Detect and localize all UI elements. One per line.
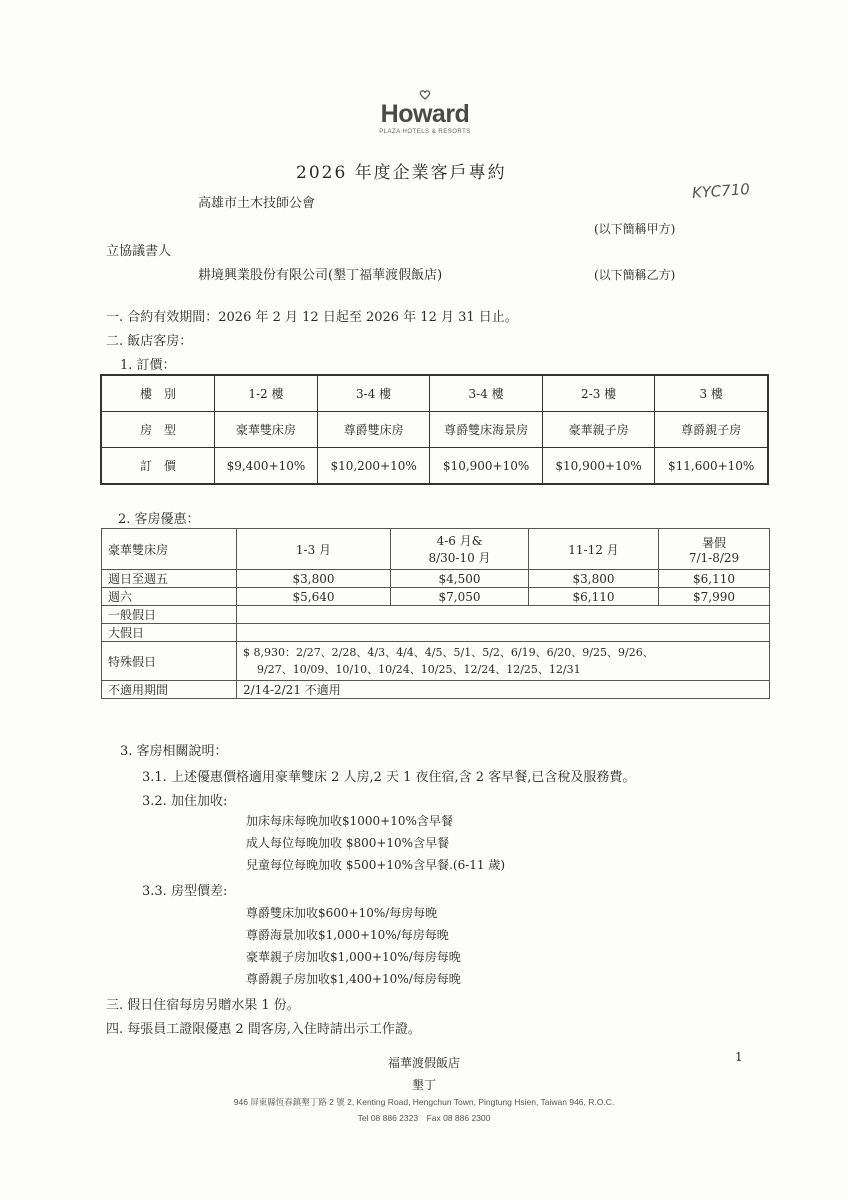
footer-location: 墾丁 [411, 1078, 436, 1092]
party-b: 耕境興業股份有限公司(墾丁福華渡假飯店) [198, 268, 443, 283]
page-number: 1 [735, 1050, 743, 1064]
table-cell: 尊爵雙床海景房 [430, 412, 542, 448]
section-3: 三. 假日住宿每房另贈水果 1 份。 [106, 998, 300, 1013]
table-cell: $5,640 [237, 588, 391, 606]
note-3-2-item: 兒童每位每晚加收 $500+10%含早餐.(6-11 歲) [246, 858, 506, 872]
notes-heading: 3. 客房相關說明： [120, 744, 228, 759]
table-cell: $7,990 [659, 588, 770, 606]
rate-table [100, 374, 769, 485]
period-line: 7/1-8/29 [688, 550, 740, 565]
rates-heading: 1. 訂價： [120, 358, 176, 373]
period-line: 8/30-10 月 [428, 551, 491, 565]
row-label: 週六 [102, 588, 237, 606]
logo [370, 88, 480, 135]
note-3-3-item: 尊爵親子房加收$1,400+10%/每房每晚 [246, 972, 461, 986]
discount-table [101, 528, 770, 699]
table-row [102, 681, 770, 699]
table-cell: 尊爵親子房 [655, 412, 768, 448]
table-cell: 2/14-2/21 不適用 [237, 681, 770, 699]
row-label: 房 型 [101, 412, 215, 448]
table-cell: $10,900+10% [542, 448, 654, 485]
table-cell: 1-2 樓 [215, 375, 318, 412]
party-a: 高雄市土木技師公會 [198, 196, 316, 211]
table-row [102, 570, 770, 588]
note-3-3-item: 尊爵雙床加收$600+10%/每房每晚 [246, 906, 438, 920]
note-3-2-item: 成人每位每晚加收 $800+10%含早餐 [246, 836, 450, 850]
row-label: 不適用期間 [102, 681, 237, 699]
row-label: 一般假日 [102, 606, 237, 624]
table-cell [237, 606, 770, 624]
row-label: 週日至週五 [102, 570, 237, 588]
table-cell: 3 樓 [655, 375, 768, 412]
table-cell [237, 642, 770, 681]
table-cell: 2-3 樓 [542, 375, 654, 412]
table-cell: $7,050 [391, 588, 529, 606]
period-line: 暑假 [701, 535, 726, 550]
table-cell: $11,600+10% [655, 448, 768, 485]
row-label: 訂 價 [101, 448, 215, 485]
handwritten-code: KYC710 [691, 180, 751, 202]
table-row [102, 642, 770, 681]
table-cell: 豪華親子房 [542, 412, 654, 448]
party-a-note: (以下簡稱甲方) [594, 222, 676, 236]
row-label: 樓 別 [101, 375, 215, 412]
table-row [102, 606, 770, 624]
table-cell: $3,800 [237, 570, 391, 588]
table-cell: $10,900+10% [430, 448, 542, 485]
table-cell: $4,500 [391, 570, 529, 588]
table-cell: 1-3 月 [237, 529, 391, 570]
special-dates-line: 9/27、10/09、10/10、10/24、10/25、12/24、12/25、12/31 [257, 663, 581, 676]
logo-tagline: PLAZA HOTELS & RESORTS [379, 129, 471, 135]
table-row [101, 375, 768, 412]
table-cell: $10,200+10% [317, 448, 429, 485]
page-title: 2026 年度企業客戶專約 [296, 163, 507, 183]
row-label: 大假日 [102, 624, 237, 642]
footer-hotel-name: 福華渡假飯店 [387, 1056, 460, 1070]
period-line: 4-6 月& [436, 534, 483, 548]
note-3-3-item: 尊爵海景加收$1,000+10%/每房每晚 [246, 928, 449, 942]
table-row [102, 529, 770, 570]
table-cell: $9,400+10% [215, 448, 318, 485]
table-cell [237, 624, 770, 642]
table-cell [659, 529, 770, 570]
section-4: 四. 每張員工證限優惠 2 間客房,入住時請出示工作證。 [106, 1022, 421, 1037]
table-row [102, 624, 770, 642]
row-label: 特殊假日 [102, 642, 237, 681]
table-cell: 豪華雙床房 [215, 412, 318, 448]
table-cell: $6,110 [529, 588, 659, 606]
table-cell [391, 529, 529, 570]
logo-wordmark: Howard [380, 100, 470, 128]
note-3-2-item: 加床每床每晚加收$1000+10%含早餐 [246, 814, 453, 828]
table-row [102, 588, 770, 606]
note-3-3: 3.3. 房型價差: [142, 884, 228, 899]
party-b-note: (以下簡稱乙方) [594, 268, 676, 282]
note-3-3-item: 豪華親子房加收$1,000+10%/每房每晚 [246, 950, 461, 964]
table-cell: 尊爵雙床房 [317, 412, 429, 448]
validity-clause: 一. 合約有效期間：2026 年 2 月 12 日起至 2026 年 12 月 31 日止。 [106, 310, 518, 325]
rooms-heading: 二. 飯店客房： [106, 334, 193, 349]
corner-cell: 豪華雙床房 [102, 529, 237, 570]
note-3-1: 3.1. 上述優惠價格適用豪華雙床 2 人房,2 天 1 夜住宿,含 2 客早餐,已含稅及服務費。 [142, 770, 636, 785]
signatory-label: 立協議書人 [106, 244, 172, 259]
table-cell: 3-4 樓 [317, 375, 429, 412]
special-dates-line: $ 8,930：2/27、2/28、4/3、4/4、4/5、5/1、5/2、6/19、6/20、9/25、9/26、 [243, 646, 654, 659]
footer-contact: Tel 08 886 2323 Fax 08 886 2300 [357, 1113, 491, 1123]
logo-emblem-icon [418, 88, 432, 100]
table-cell: 11-12 月 [529, 529, 659, 570]
table-row [101, 448, 768, 485]
table-cell: 3-4 樓 [430, 375, 542, 412]
table-cell: $3,800 [529, 570, 659, 588]
table-row [101, 412, 768, 448]
discount-heading: 2. 客房優惠： [118, 512, 200, 527]
table-cell: $6,110 [659, 570, 770, 588]
footer-address: 946 屏東縣恆春鎮墾丁路 2 號 2, Kenting Road, Hengchun Town, Pingtung Hsien, Taiwan 946, R.O.C. [233, 1097, 615, 1107]
note-3-2: 3.2. 加住加收: [142, 794, 228, 809]
